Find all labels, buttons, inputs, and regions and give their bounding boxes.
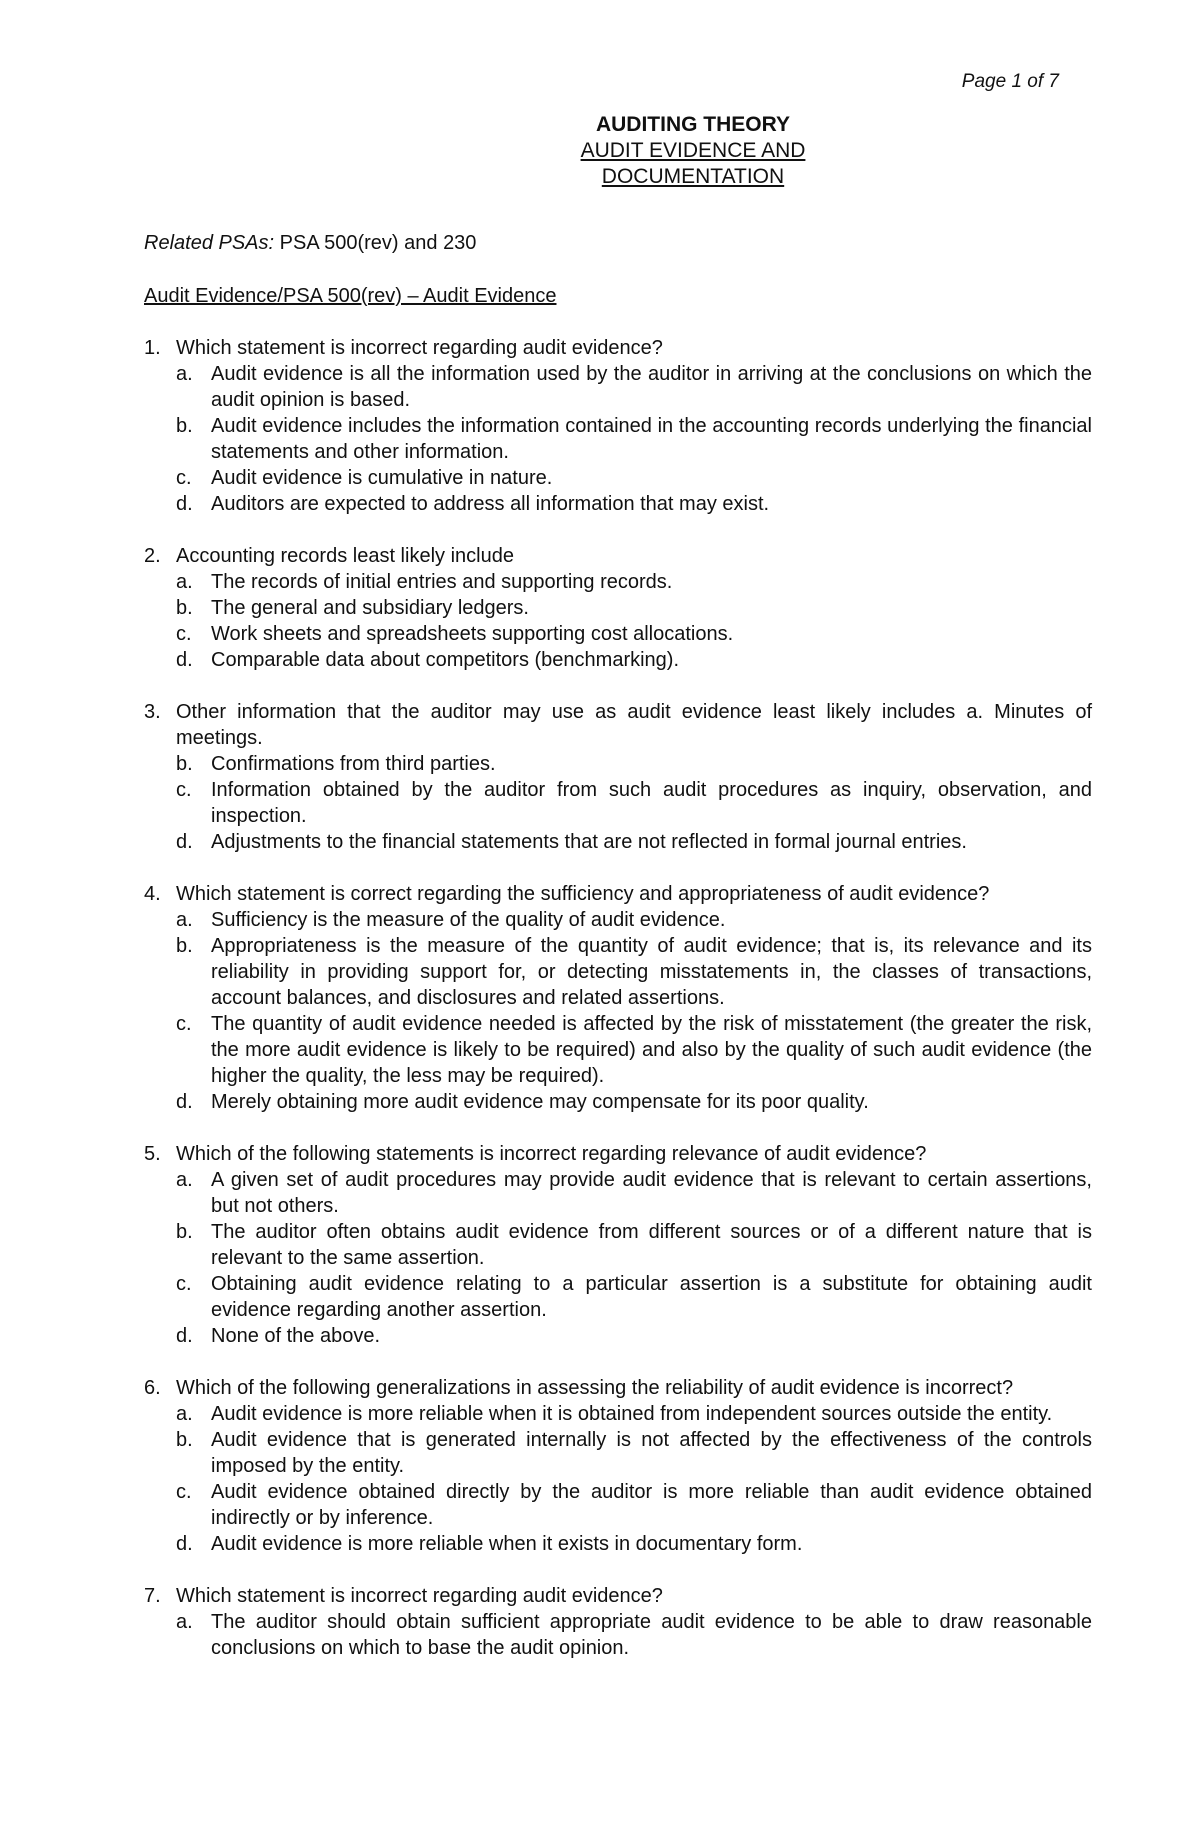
- question-stem: [144, 1583, 1092, 1609]
- answer-choice: [176, 621, 1092, 647]
- choice-text: Audit evidence that is generated internally is not affected by the effectiveness of the controls imposed by the entity.: [211, 1429, 1092, 1477]
- answer-choice: [176, 907, 1092, 933]
- choice-letter: d.: [176, 1091, 193, 1113]
- choice-letter: a.: [176, 1611, 193, 1633]
- question-stem: [144, 699, 1092, 751]
- choice-text: Adjustments to the financial statements that are not reflected in formal journal entries.: [211, 831, 967, 853]
- question-stem: [144, 543, 1092, 569]
- choice-text: Audit evidence is more reliable when it is obtained from independent sources outside the entity.: [211, 1403, 1053, 1425]
- question-item: [144, 1583, 1092, 1661]
- choice-text: Sufficiency is the measure of the quality of audit evidence.: [211, 909, 726, 931]
- choice-letter: a.: [176, 363, 193, 385]
- choice-letter: a.: [176, 909, 193, 931]
- choice-text: Merely obtaining more audit evidence may compensate for its poor quality.: [211, 1091, 869, 1113]
- question-number: 2.: [144, 545, 161, 567]
- choice-letter: d.: [176, 1533, 193, 1555]
- question-text: Accounting records least likely include: [176, 545, 514, 567]
- question-number: 4.: [144, 883, 161, 905]
- answer-choice: [176, 1531, 1092, 1557]
- question-text: Other information that the auditor may use as audit evidence least likely includes a. Minutes of meetings.: [176, 701, 1092, 749]
- question-stem: [144, 335, 1092, 361]
- question-number: 6.: [144, 1377, 161, 1399]
- choice-text: Confirmations from third parties.: [211, 753, 496, 775]
- choice-letter: b.: [176, 935, 193, 957]
- question-stem: [144, 881, 1092, 907]
- choice-letter: a.: [176, 571, 193, 593]
- answer-choice: [176, 1609, 1092, 1661]
- answer-choice: [176, 491, 1092, 517]
- question-stem: [144, 1141, 1092, 1167]
- page-number: Page 1 of 7: [961, 71, 1059, 92]
- choice-text: Auditors are expected to address all information that may exist.: [211, 493, 770, 515]
- document-subtitle-line-1: AUDIT EVIDENCE AND: [580, 139, 806, 162]
- choice-letter: b.: [176, 753, 193, 775]
- choice-text: A given set of audit procedures may provide audit evidence that is relevant to certain assertions, but not others.: [211, 1169, 1092, 1217]
- choice-text: Audit evidence is all the information used by the auditor in arriving at the conclusions on which the audit opinion is based.: [211, 363, 1092, 411]
- choice-letter: d.: [176, 1325, 193, 1347]
- related-psas: [144, 230, 1092, 256]
- document-title: AUDITING THEORY: [595, 113, 791, 136]
- question-item: [144, 881, 1092, 1115]
- answer-choice: [176, 361, 1092, 413]
- choice-text: Audit evidence is more reliable when it exists in documentary form.: [211, 1533, 803, 1555]
- question-item: [144, 699, 1092, 855]
- choice-letter: c.: [176, 623, 192, 645]
- answer-choice: [176, 777, 1092, 829]
- choice-text: Audit evidence obtained directly by the auditor is more reliable than audit evidence obtained indirectly or by inference.: [211, 1481, 1092, 1529]
- choice-letter: c.: [176, 1013, 192, 1035]
- section-heading: Audit Evidence/PSA 500(rev) – Audit Evidence: [144, 285, 557, 307]
- choice-letter: d.: [176, 831, 193, 853]
- answer-choice: [176, 569, 1092, 595]
- choice-text: Information obtained by the auditor from such audit procedures as inquiry, observation, and inspection.: [211, 779, 1092, 827]
- choice-text: Audit evidence includes the information contained in the accounting records underlying the financial statements and other information.: [211, 415, 1092, 463]
- question-number: 5.: [144, 1143, 161, 1165]
- choice-text: The general and subsidiary ledgers.: [211, 597, 529, 619]
- choice-letter: b.: [176, 597, 193, 619]
- question-text: Which statement is incorrect regarding audit evidence?: [176, 337, 663, 359]
- answer-choice: [176, 829, 1092, 855]
- choice-letter: b.: [176, 415, 193, 437]
- question-text: Which of the following statements is incorrect regarding relevance of audit evidence?: [176, 1143, 927, 1165]
- choice-letter: b.: [176, 1429, 193, 1451]
- answer-choice: [176, 1427, 1092, 1479]
- choice-letter: a.: [176, 1403, 193, 1425]
- choice-letter: c.: [176, 467, 192, 489]
- choice-text: Comparable data about competitors (benchmarking).: [211, 649, 680, 671]
- choice-text: Appropriateness is the measure of the quantity of audit evidence; that is, its relevance and its reliability in providing support for, or detecting misstatements in, the classes of transactions, account balances, and disclosures and related assertions.: [211, 935, 1092, 1009]
- answer-choice: [176, 413, 1092, 465]
- answer-choice: [176, 465, 1092, 491]
- choice-letter: a.: [176, 1169, 193, 1191]
- answer-choice: [176, 647, 1092, 673]
- choice-text: None of the above.: [211, 1325, 381, 1347]
- question-item: [144, 1375, 1092, 1557]
- answer-choice: [176, 1479, 1092, 1531]
- choice-text: Work sheets and spreadsheets supporting cost allocations.: [211, 623, 734, 645]
- choice-letter: c.: [176, 1481, 192, 1503]
- related-psas-value: PSA 500(rev) and 230: [274, 232, 477, 254]
- question-item: [144, 1141, 1092, 1349]
- answer-choice: [176, 1089, 1092, 1115]
- choice-letter: c.: [176, 1273, 192, 1295]
- question-number: 7.: [144, 1585, 161, 1607]
- choice-text: The auditor should obtain sufficient appropriate audit evidence to be able to draw reasonable conclusions on which to base the audit opinion.: [211, 1611, 1092, 1659]
- question-item: [144, 543, 1092, 673]
- document-subtitle-line-2: DOCUMENTATION: [601, 165, 785, 188]
- question-item: [144, 335, 1092, 517]
- choice-letter: b.: [176, 1221, 193, 1243]
- answer-choice: [176, 595, 1092, 621]
- choice-text: Audit evidence is cumulative in nature.: [211, 467, 553, 489]
- choice-letter: c.: [176, 779, 192, 801]
- choice-text: Obtaining audit evidence relating to a particular assertion is a substitute for obtaining audit evidence regarding another assertion.: [211, 1273, 1092, 1321]
- title-block: [144, 111, 1092, 190]
- choice-text: The quantity of audit evidence needed is affected by the risk of misstatement (the greater the risk, the more audit evidence is likely to be required) and also by the quality of such audit evidence (the higher the quality, the less may be required).: [211, 1013, 1092, 1087]
- question-stem: [144, 1375, 1092, 1401]
- related-psas-label: Related PSAs:: [144, 232, 275, 254]
- choice-text: The records of initial entries and supporting records.: [211, 571, 673, 593]
- question-list: [144, 335, 1092, 1661]
- question-number: 3.: [144, 701, 161, 723]
- question-text: Which of the following generalizations in assessing the reliability of audit evidence is incorrect?: [176, 1377, 1014, 1399]
- answer-choice: [176, 1167, 1092, 1219]
- answer-choice: [176, 1323, 1092, 1349]
- choice-letter: d.: [176, 649, 193, 671]
- question-text: Which statement is correct regarding the sufficiency and appropriateness of audit evidence?: [176, 883, 990, 905]
- answer-choice: [176, 1219, 1092, 1271]
- answer-choice: [176, 1401, 1092, 1427]
- answer-choice: [176, 751, 1092, 777]
- choice-letter: d.: [176, 493, 193, 515]
- answer-choice: [176, 933, 1092, 1011]
- answer-choice: [176, 1011, 1092, 1089]
- answer-choice: [176, 1271, 1092, 1323]
- question-text: Which statement is incorrect regarding audit evidence?: [176, 1585, 663, 1607]
- question-number: 1.: [144, 337, 161, 359]
- choice-text: The auditor often obtains audit evidence from different sources or of a different nature that is relevant to the same assertion.: [211, 1221, 1092, 1269]
